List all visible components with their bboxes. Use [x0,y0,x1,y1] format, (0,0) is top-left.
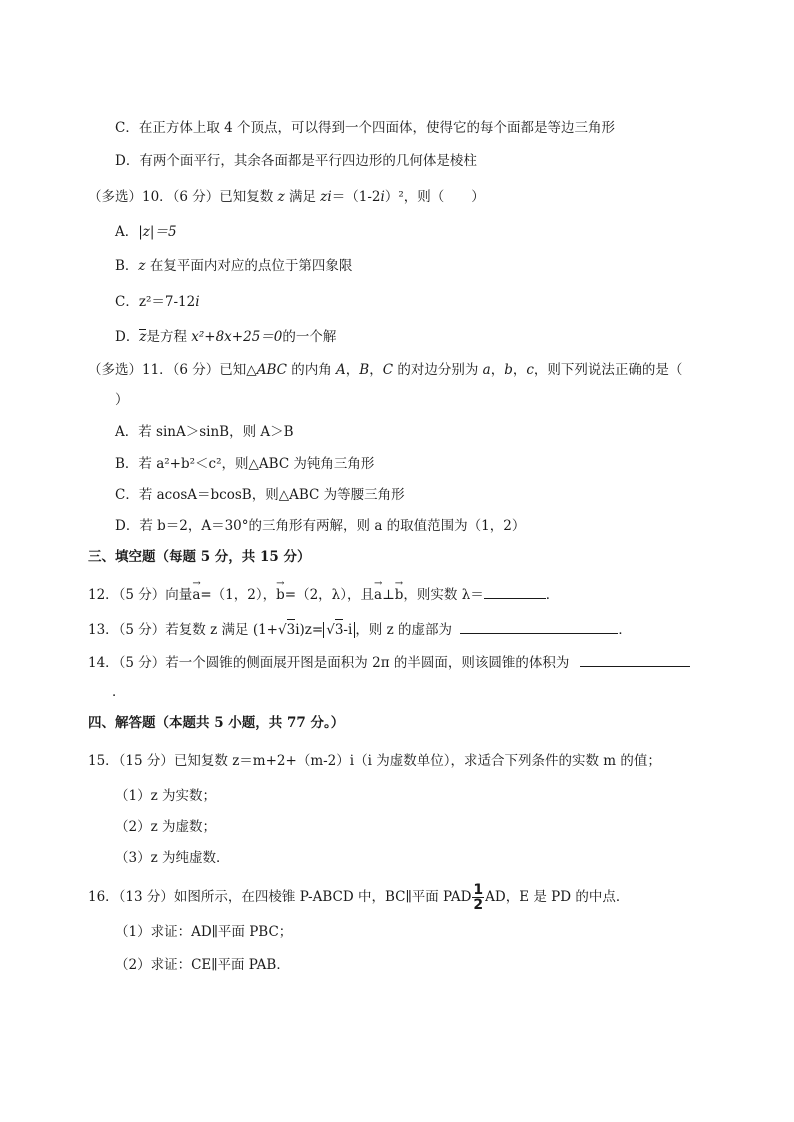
q10-option-c: C．z²＝7-12i [115,294,200,310]
q13: 13．（5 分）若复数 z 满足 (1+√3i)z= √3-i ，则 z 的虚部为 ． [88,619,632,640]
q14: 14．（5 分）若一个圆锥的侧面展开图是面积为 2π 的半圆面，则该圆锥的体积为 [88,652,690,673]
q12-answer-blank[interactable] [484,584,546,599]
q16-part-1: （1）求证：AD∥平面 PBC； [115,924,293,940]
q15-stem: 15．（15 分）已知复数 z＝m+2+（m-2）i（i 为虚数单位），求适合下列条件的实数 m 的值； [88,753,661,769]
q10-option-d: D．z是方程 x²+8x+25＝0的一个解 [115,329,337,345]
q11-stem-cont: ） [115,392,129,408]
q11-option-a: A．若 sinA＞sinB，则 A＞B [115,424,294,440]
vector-b: → b [276,585,285,605]
q11-option-d: D．若 b＝2，A＝30°的三角形有两解，则 a 的取值范围为（1，2） [115,518,526,534]
section-4-title: 四、解答题（本题共 5 小题，共 77 分。） [88,715,345,731]
q12: 12．（5 分）向量→ a=（1，2），→ b=（2，λ），且→ a⊥→ b，则实数 λ＝ ． [88,584,559,605]
q14-cont: ． [112,684,126,700]
vector-a: → a [192,585,200,605]
z-conjugate: z [139,329,147,345]
q11-stem: （多选）11．（6 分）已知△ABC 的内角 A，B，C 的对边分别为 a，b，c，则下列说法正确的是（ [88,362,683,378]
q16-stem: 16．（13 分）如图所示，在四棱锥 P-ABCD 中，BC∥平面 PAD $\frac{1}{2}$ AD，E 是 PD 的中点． [88,882,630,913]
q15-part-3: （3）z 为纯虚数． [115,850,230,866]
abs-expr: √3-i [323,622,355,638]
q9-option-c: C．在正方体上取 4 个顶点，可以得到一个四面体，使得它的每个面都是等边三角形 [115,120,615,136]
q11-option-c: C．若 acosA＝bcosB，则△ABC 为等腰三角形 [115,487,405,503]
q13-answer-blank[interactable] [460,619,618,634]
q10-stem: （多选）10．（6 分）已知复数 z 满足 zi＝（1-2i）²，则（ ） [88,189,485,205]
q11-option-b: B．若 a²+b²＜c²，则△ABC 为钝角三角形 [115,456,375,472]
q15-part-2: （2）z 为虚数； [115,819,216,835]
fraction-one-half: $\frac{1}{2}$ [473,882,484,913]
section-3-title: 三、填空题（每题 5 分，共 15 分） [88,549,311,565]
q14-answer-blank[interactable] [580,652,690,667]
q10-option-b: B．z 在复平面内对应的点位于第四象限 [115,258,353,274]
q9-option-d: D．有两个面平行，其余各面都是平行四边形的几何体是棱柱 [115,153,477,169]
q15-part-1: （1）z 为实数； [115,788,216,804]
q16-part-2: （2）求证：CE∥平面 PAB． [115,957,290,973]
q10-option-a: A．|z|＝5 [115,224,177,240]
